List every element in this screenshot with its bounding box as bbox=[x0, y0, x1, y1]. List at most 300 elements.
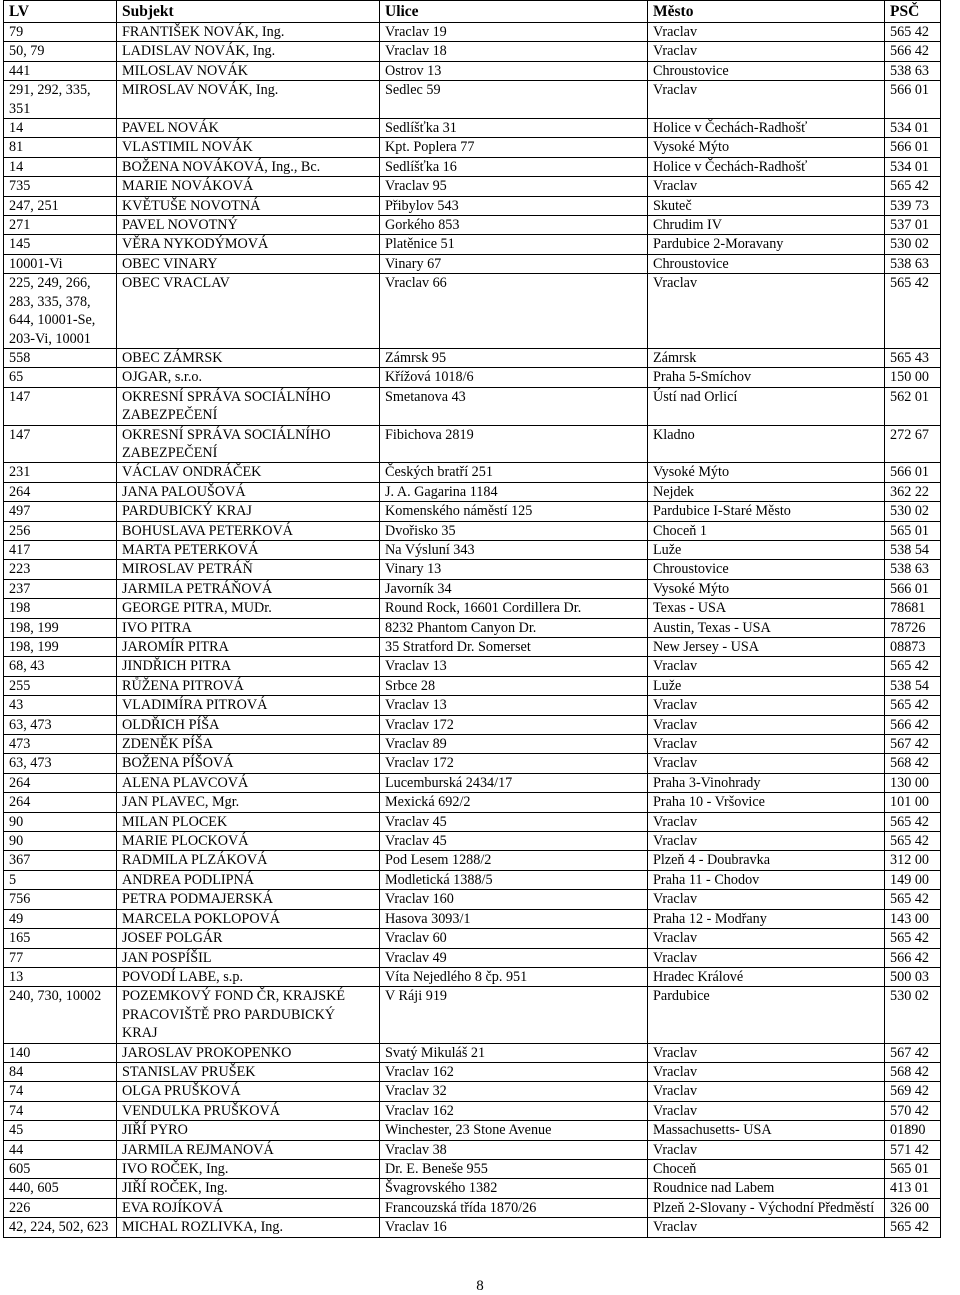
table-row bbox=[4, 463, 941, 482]
cell-mesto: Chrudim IV bbox=[648, 216, 885, 235]
table-row bbox=[4, 870, 941, 889]
table-row bbox=[4, 196, 941, 215]
cell-mesto: Choceň bbox=[648, 1159, 885, 1178]
cell-psc: 530 02 bbox=[885, 987, 941, 1043]
header-ulice: Ulice bbox=[380, 1, 648, 23]
cell-lv: 225, 249, 266, 283, 335, 378, 644, 10001-Se, 203-Vi, 10001 bbox=[4, 274, 117, 349]
cell-lv: 79 bbox=[4, 23, 117, 42]
cell-mesto: New Jersey - USA bbox=[648, 638, 885, 657]
cell-mesto: Vraclav bbox=[648, 948, 885, 967]
cell-ulice: Lucemburská 2434/17 bbox=[380, 773, 648, 792]
cell-mesto: Vraclav bbox=[648, 177, 885, 196]
cell-mesto: Luže bbox=[648, 676, 885, 695]
cell-mesto: Vraclav bbox=[648, 1043, 885, 1062]
cell-ulice: Vraclav 38 bbox=[380, 1140, 648, 1159]
cell-psc: 566 01 bbox=[885, 463, 941, 482]
cell-subjekt: BOHUSLAVA PETERKOVÁ bbox=[117, 521, 380, 540]
cell-psc: 538 54 bbox=[885, 676, 941, 695]
cell-lv: 74 bbox=[4, 1101, 117, 1120]
cell-mesto: Austin, Texas - USA bbox=[648, 618, 885, 637]
cell-mesto: Praha 5-Smíchov bbox=[648, 368, 885, 387]
cell-ulice: Modletická 1388/5 bbox=[380, 870, 648, 889]
cell-subjekt: VLASTIMIL NOVÁK bbox=[117, 138, 380, 157]
cell-subjekt: VENDULKA PRUŠKOVÁ bbox=[117, 1101, 380, 1120]
cell-psc: 539 73 bbox=[885, 196, 941, 215]
cell-lv: 441 bbox=[4, 61, 117, 80]
cell-mesto: Vraclav bbox=[648, 715, 885, 734]
cell-lv: 63, 473 bbox=[4, 715, 117, 734]
cell-psc: 08873 bbox=[885, 638, 941, 657]
cell-lv: 90 bbox=[4, 832, 117, 851]
table-row bbox=[4, 657, 941, 676]
cell-psc: 537 01 bbox=[885, 216, 941, 235]
cell-lv: 140 bbox=[4, 1043, 117, 1062]
cell-lv: 63, 473 bbox=[4, 754, 117, 773]
cell-mesto: Vraclav bbox=[648, 929, 885, 948]
table-row bbox=[4, 216, 941, 235]
table-row bbox=[4, 1140, 941, 1159]
table-row bbox=[4, 521, 941, 540]
cell-lv: 256 bbox=[4, 521, 117, 540]
cell-lv: 14 bbox=[4, 157, 117, 176]
cell-psc: 566 42 bbox=[885, 715, 941, 734]
cell-lv: 255 bbox=[4, 676, 117, 695]
cell-psc: 362 22 bbox=[885, 482, 941, 501]
cell-mesto: Praha 3-Vinohrady bbox=[648, 773, 885, 792]
cell-mesto: Vraclav bbox=[648, 1218, 885, 1237]
cell-subjekt: MILAN PLOCEK bbox=[117, 812, 380, 831]
cell-psc: 01890 bbox=[885, 1121, 941, 1140]
table-row bbox=[4, 1082, 941, 1101]
cell-ulice: Vraclav 160 bbox=[380, 890, 648, 909]
cell-subjekt: VĚRA NYKODÝMOVÁ bbox=[117, 235, 380, 254]
cell-ulice: V Ráji 919 bbox=[380, 987, 648, 1043]
table-row bbox=[4, 138, 941, 157]
cell-ulice: Javorník 34 bbox=[380, 579, 648, 598]
cell-psc: 149 00 bbox=[885, 870, 941, 889]
cell-mesto: Vraclav bbox=[648, 812, 885, 831]
cell-mesto: Pardubice bbox=[648, 987, 885, 1043]
cell-lv: 237 bbox=[4, 579, 117, 598]
cell-ulice: Švagrovského 1382 bbox=[380, 1179, 648, 1198]
table-row bbox=[4, 157, 941, 176]
cell-lv: 231 bbox=[4, 463, 117, 482]
cell-psc: 538 63 bbox=[885, 560, 941, 579]
cell-subjekt: IVO PITRA bbox=[117, 618, 380, 637]
cell-ulice: Ostrov 13 bbox=[380, 61, 648, 80]
cell-mesto: Ústí nad Orlicí bbox=[648, 387, 885, 425]
cell-psc: 150 00 bbox=[885, 368, 941, 387]
cell-subjekt: ANDREA PODLIPNÁ bbox=[117, 870, 380, 889]
cell-lv: 145 bbox=[4, 235, 117, 254]
owners-table bbox=[3, 0, 941, 1238]
cell-ulice: Francouzská třída 1870/26 bbox=[380, 1198, 648, 1217]
cell-ulice: Křížová 1018/6 bbox=[380, 368, 648, 387]
cell-subjekt: BOŽENA PÍŠOVÁ bbox=[117, 754, 380, 773]
cell-psc: 566 01 bbox=[885, 138, 941, 157]
cell-psc: 562 01 bbox=[885, 387, 941, 425]
table-row bbox=[4, 618, 941, 637]
cell-mesto: Praha 11 - Chodov bbox=[648, 870, 885, 889]
cell-ulice: Round Rock, 16601 Cordillera Dr. bbox=[380, 599, 648, 618]
cell-psc: 566 42 bbox=[885, 948, 941, 967]
cell-mesto: Vraclav bbox=[648, 735, 885, 754]
cell-psc: 571 42 bbox=[885, 1140, 941, 1159]
table-row bbox=[4, 254, 941, 273]
cell-subjekt: MARTA PETERKOVÁ bbox=[117, 540, 380, 559]
cell-ulice: Vinary 67 bbox=[380, 254, 648, 273]
cell-psc: 130 00 bbox=[885, 773, 941, 792]
header-psc: PSČ bbox=[885, 1, 941, 23]
cell-subjekt: PETRA PODMAJERSKÁ bbox=[117, 890, 380, 909]
cell-ulice: Sedlíšťka 16 bbox=[380, 157, 648, 176]
table-row bbox=[4, 61, 941, 80]
table-row bbox=[4, 1043, 941, 1062]
table-row bbox=[4, 368, 941, 387]
cell-lv: 45 bbox=[4, 1121, 117, 1140]
cell-mesto: Vraclav bbox=[648, 81, 885, 119]
cell-subjekt: OJGAR, s.r.o. bbox=[117, 368, 380, 387]
cell-subjekt: JARMILA REJMANOVÁ bbox=[117, 1140, 380, 1159]
table-row bbox=[4, 560, 941, 579]
cell-lv: 65 bbox=[4, 368, 117, 387]
cell-mesto: Vraclav bbox=[648, 832, 885, 851]
cell-mesto: Plzeň 2-Slovany - Východní Předměstí bbox=[648, 1198, 885, 1217]
cell-lv: 84 bbox=[4, 1062, 117, 1081]
cell-ulice: Vraclav 95 bbox=[380, 177, 648, 196]
cell-lv: 42, 224, 502, 623 bbox=[4, 1218, 117, 1237]
cell-lv: 605 bbox=[4, 1159, 117, 1178]
cell-mesto: Vraclav bbox=[648, 42, 885, 61]
cell-psc: 565 42 bbox=[885, 696, 941, 715]
table-row bbox=[4, 909, 941, 928]
table-row bbox=[4, 638, 941, 657]
cell-lv: 147 bbox=[4, 425, 117, 463]
table-row bbox=[4, 502, 941, 521]
cell-ulice: Sedlec 59 bbox=[380, 81, 648, 119]
table-row bbox=[4, 696, 941, 715]
cell-psc: 326 00 bbox=[885, 1198, 941, 1217]
cell-lv: 165 bbox=[4, 929, 117, 948]
cell-ulice: Dvořisko 35 bbox=[380, 521, 648, 540]
cell-lv: 14 bbox=[4, 119, 117, 138]
cell-lv: 43 bbox=[4, 696, 117, 715]
cell-subjekt: MARCELA POKLOPOVÁ bbox=[117, 909, 380, 928]
cell-psc: 538 63 bbox=[885, 61, 941, 80]
cell-mesto: Praha 12 - Modřany bbox=[648, 909, 885, 928]
cell-lv: 735 bbox=[4, 177, 117, 196]
cell-mesto: Vraclav bbox=[648, 890, 885, 909]
cell-psc: 500 03 bbox=[885, 967, 941, 986]
cell-subjekt: PAVEL NOVÁK bbox=[117, 119, 380, 138]
table-row bbox=[4, 579, 941, 598]
table-row bbox=[4, 1062, 941, 1081]
cell-subjekt: MIROSLAV PETRÁŇ bbox=[117, 560, 380, 579]
cell-psc: 565 01 bbox=[885, 521, 941, 540]
table-row bbox=[4, 348, 941, 367]
cell-ulice: Dr. E. Beneše 955 bbox=[380, 1159, 648, 1178]
cell-subjekt: RADMILA PLZÁKOVÁ bbox=[117, 851, 380, 870]
cell-mesto: Holice v Čechách-Radhošť bbox=[648, 119, 885, 138]
cell-ulice: Přibylov 543 bbox=[380, 196, 648, 215]
cell-lv: 367 bbox=[4, 851, 117, 870]
cell-ulice: Smetanova 43 bbox=[380, 387, 648, 425]
cell-ulice: Komenského náměstí 125 bbox=[380, 502, 648, 521]
cell-mesto: Texas - USA bbox=[648, 599, 885, 618]
cell-mesto: Vraclav bbox=[648, 1140, 885, 1159]
table-row bbox=[4, 425, 941, 463]
cell-psc: 567 42 bbox=[885, 735, 941, 754]
cell-ulice: 8232 Phantom Canyon Dr. bbox=[380, 618, 648, 637]
cell-lv: 291, 292, 335, 351 bbox=[4, 81, 117, 119]
cell-lv: 50, 79 bbox=[4, 42, 117, 61]
cell-lv: 13 bbox=[4, 967, 117, 986]
cell-subjekt: JIŘÍ PYRO bbox=[117, 1121, 380, 1140]
cell-lv: 147 bbox=[4, 387, 117, 425]
cell-lv: 226 bbox=[4, 1198, 117, 1217]
cell-ulice: Mexická 692/2 bbox=[380, 793, 648, 812]
cell-subjekt: POVODÍ LABE, s.p. bbox=[117, 967, 380, 986]
table-row bbox=[4, 177, 941, 196]
cell-psc: 567 42 bbox=[885, 1043, 941, 1062]
cell-ulice: Vraclav 66 bbox=[380, 274, 648, 349]
table-row bbox=[4, 235, 941, 254]
cell-subjekt: JINDŘICH PITRA bbox=[117, 657, 380, 676]
cell-subjekt: JARMILA PETRÁŇOVÁ bbox=[117, 579, 380, 598]
cell-lv: 77 bbox=[4, 948, 117, 967]
cell-ulice: Srbce 28 bbox=[380, 676, 648, 695]
cell-lv: 68, 43 bbox=[4, 657, 117, 676]
cell-subjekt: ALENA PLAVCOVÁ bbox=[117, 773, 380, 792]
cell-psc: 565 01 bbox=[885, 1159, 941, 1178]
cell-lv: 240, 730, 10002 bbox=[4, 987, 117, 1043]
cell-subjekt: EVA ROJÍKOVÁ bbox=[117, 1198, 380, 1217]
table-row bbox=[4, 987, 941, 1043]
cell-psc: 101 00 bbox=[885, 793, 941, 812]
cell-lv: 198, 199 bbox=[4, 638, 117, 657]
header-lv: LV bbox=[4, 1, 117, 23]
cell-ulice: Vraclav 172 bbox=[380, 754, 648, 773]
cell-mesto: Luže bbox=[648, 540, 885, 559]
cell-subjekt: MARIE NOVÁKOVÁ bbox=[117, 177, 380, 196]
cell-psc: 272 67 bbox=[885, 425, 941, 463]
cell-ulice: Svatý Mikuláš 21 bbox=[380, 1043, 648, 1062]
cell-lv: 74 bbox=[4, 1082, 117, 1101]
cell-lv: 49 bbox=[4, 909, 117, 928]
cell-psc: 568 42 bbox=[885, 754, 941, 773]
cell-mesto: Vysoké Mýto bbox=[648, 463, 885, 482]
cell-psc: 566 42 bbox=[885, 42, 941, 61]
cell-subjekt: OBEC VINARY bbox=[117, 254, 380, 273]
cell-subjekt: JAROSLAV PROKOPENKO bbox=[117, 1043, 380, 1062]
table-row bbox=[4, 793, 941, 812]
cell-mesto: Choceň 1 bbox=[648, 521, 885, 540]
cell-psc: 538 63 bbox=[885, 254, 941, 273]
cell-mesto: Vysoké Mýto bbox=[648, 579, 885, 598]
cell-lv: 271 bbox=[4, 216, 117, 235]
table-row bbox=[4, 23, 941, 42]
cell-psc: 565 42 bbox=[885, 1218, 941, 1237]
cell-subjekt: OLGA PRUŠKOVÁ bbox=[117, 1082, 380, 1101]
cell-ulice: Vraclav 19 bbox=[380, 23, 648, 42]
cell-mesto: Vraclav bbox=[648, 1062, 885, 1081]
cell-lv: 81 bbox=[4, 138, 117, 157]
cell-ulice: Vraclav 172 bbox=[380, 715, 648, 734]
cell-mesto: Chroustovice bbox=[648, 254, 885, 273]
cell-subjekt: VÁCLAV ONDRÁČEK bbox=[117, 463, 380, 482]
cell-ulice: Pod Lesem 1288/2 bbox=[380, 851, 648, 870]
cell-psc: 538 54 bbox=[885, 540, 941, 559]
cell-ulice: 35 Stratford Dr. Somerset bbox=[380, 638, 648, 657]
cell-lv: 756 bbox=[4, 890, 117, 909]
cell-psc: 566 01 bbox=[885, 81, 941, 119]
table-row bbox=[4, 387, 941, 425]
cell-psc: 312 00 bbox=[885, 851, 941, 870]
table-row bbox=[4, 119, 941, 138]
cell-mesto: Hradec Králové bbox=[648, 967, 885, 986]
cell-subjekt: PARDUBICKÝ KRAJ bbox=[117, 502, 380, 521]
cell-mesto: Vraclav bbox=[648, 1082, 885, 1101]
cell-ulice: Vraclav 60 bbox=[380, 929, 648, 948]
cell-psc: 565 42 bbox=[885, 23, 941, 42]
cell-lv: 440, 605 bbox=[4, 1179, 117, 1198]
cell-mesto: Chroustovice bbox=[648, 560, 885, 579]
page-number: 8 bbox=[476, 1278, 484, 1294]
cell-lv: 198 bbox=[4, 599, 117, 618]
cell-mesto: Massachusetts- USA bbox=[648, 1121, 885, 1140]
cell-lv: 223 bbox=[4, 560, 117, 579]
table-row bbox=[4, 812, 941, 831]
cell-psc: 565 42 bbox=[885, 929, 941, 948]
cell-subjekt: GEORGE PITRA, MUDr. bbox=[117, 599, 380, 618]
cell-subjekt: JAN PLAVEC, Mgr. bbox=[117, 793, 380, 812]
cell-psc: 530 02 bbox=[885, 502, 941, 521]
cell-mesto: Pardubice I-Staré Město bbox=[648, 502, 885, 521]
cell-ulice: Vinary 13 bbox=[380, 560, 648, 579]
cell-mesto: Skuteč bbox=[648, 196, 885, 215]
table-row bbox=[4, 735, 941, 754]
cell-psc: 530 02 bbox=[885, 235, 941, 254]
cell-ulice: Sedlíšťka 31 bbox=[380, 119, 648, 138]
cell-psc: 568 42 bbox=[885, 1062, 941, 1081]
cell-psc: 78681 bbox=[885, 599, 941, 618]
cell-ulice: Platěnice 51 bbox=[380, 235, 648, 254]
cell-ulice: Vraclav 45 bbox=[380, 832, 648, 851]
cell-ulice: Zámrsk 95 bbox=[380, 348, 648, 367]
cell-psc: 570 42 bbox=[885, 1101, 941, 1120]
cell-subjekt: STANISLAV PRUŠEK bbox=[117, 1062, 380, 1081]
cell-lv: 44 bbox=[4, 1140, 117, 1159]
cell-ulice: Víta Nejedlého 8 čp. 951 bbox=[380, 967, 648, 986]
cell-mesto: Vysoké Mýto bbox=[648, 138, 885, 157]
header-mesto: Město bbox=[648, 1, 885, 23]
table-row bbox=[4, 1101, 941, 1120]
table-row bbox=[4, 754, 941, 773]
table-row bbox=[4, 540, 941, 559]
cell-mesto: Vraclav bbox=[648, 657, 885, 676]
cell-ulice: Kpt. Poplera 77 bbox=[380, 138, 648, 157]
cell-mesto: Chroustovice bbox=[648, 61, 885, 80]
cell-subjekt: MILOSLAV NOVÁK bbox=[117, 61, 380, 80]
cell-ulice: Vraclav 13 bbox=[380, 657, 648, 676]
table-row bbox=[4, 832, 941, 851]
cell-lv: 5 bbox=[4, 870, 117, 889]
cell-ulice: Gorkého 853 bbox=[380, 216, 648, 235]
cell-subjekt: OBEC VRACLAV bbox=[117, 274, 380, 349]
table-header-row bbox=[4, 1, 941, 23]
cell-ulice: Vraclav 18 bbox=[380, 42, 648, 61]
cell-lv: 264 bbox=[4, 482, 117, 501]
table-row bbox=[4, 599, 941, 618]
cell-psc: 565 42 bbox=[885, 274, 941, 349]
cell-mesto: Pardubice 2-Moravany bbox=[648, 235, 885, 254]
cell-psc: 413 01 bbox=[885, 1179, 941, 1198]
cell-subjekt: BOŽENA NOVÁKOVÁ, Ing., Bc. bbox=[117, 157, 380, 176]
cell-mesto: Holice v Čechách-Radhošť bbox=[648, 157, 885, 176]
cell-ulice: Vraclav 16 bbox=[380, 1218, 648, 1237]
table-row bbox=[4, 948, 941, 967]
table-row bbox=[4, 929, 941, 948]
cell-psc: 534 01 bbox=[885, 157, 941, 176]
cell-psc: 78726 bbox=[885, 618, 941, 637]
cell-lv: 247, 251 bbox=[4, 196, 117, 215]
cell-lv: 10001-Vi bbox=[4, 254, 117, 273]
cell-subjekt: LADISLAV NOVÁK, Ing. bbox=[117, 42, 380, 61]
cell-lv: 497 bbox=[4, 502, 117, 521]
cell-ulice: J. A. Gagarina 1184 bbox=[380, 482, 648, 501]
cell-ulice: Vraclav 89 bbox=[380, 735, 648, 754]
table-row bbox=[4, 274, 941, 349]
cell-subjekt: MARIE PLOCKOVÁ bbox=[117, 832, 380, 851]
cell-subjekt: OKRESNÍ SPRÁVA SOCIÁLNÍHO ZABEZPEČENÍ bbox=[117, 387, 380, 425]
cell-ulice: Vraclav 45 bbox=[380, 812, 648, 831]
cell-ulice: Vraclav 49 bbox=[380, 948, 648, 967]
cell-ulice: Vraclav 32 bbox=[380, 1082, 648, 1101]
cell-ulice: Fibichova 2819 bbox=[380, 425, 648, 463]
cell-subjekt: JAROMÍR PITRA bbox=[117, 638, 380, 657]
table-row bbox=[4, 715, 941, 734]
table-row bbox=[4, 81, 941, 119]
cell-mesto: Praha 10 - Vršovice bbox=[648, 793, 885, 812]
cell-subjekt: KVĚTUŠE NOVOTNÁ bbox=[117, 196, 380, 215]
table-row bbox=[4, 1218, 941, 1237]
cell-ulice: Vraclav 162 bbox=[380, 1062, 648, 1081]
cell-psc: 566 01 bbox=[885, 579, 941, 598]
cell-lv: 473 bbox=[4, 735, 117, 754]
table-row bbox=[4, 482, 941, 501]
table-row bbox=[4, 890, 941, 909]
cell-lv: 264 bbox=[4, 773, 117, 792]
cell-subjekt: POZEMKOVÝ FOND ČR, KRAJSKÉ PRACOVIŠTĚ PRO PARDUBICKÝ KRAJ bbox=[117, 987, 380, 1043]
cell-mesto: Vraclav bbox=[648, 274, 885, 349]
cell-mesto: Vraclav bbox=[648, 23, 885, 42]
cell-psc: 565 43 bbox=[885, 348, 941, 367]
cell-mesto: Vraclav bbox=[648, 1101, 885, 1120]
table-row bbox=[4, 42, 941, 61]
cell-mesto: Plzeň 4 - Doubravka bbox=[648, 851, 885, 870]
table-row bbox=[4, 1159, 941, 1178]
cell-mesto: Nejdek bbox=[648, 482, 885, 501]
cell-lv: 417 bbox=[4, 540, 117, 559]
cell-subjekt: RŮŽENA PITROVÁ bbox=[117, 676, 380, 695]
cell-mesto: Kladno bbox=[648, 425, 885, 463]
cell-subjekt: ZDENĚK PÍŠA bbox=[117, 735, 380, 754]
table-row bbox=[4, 967, 941, 986]
cell-mesto: Vraclav bbox=[648, 696, 885, 715]
cell-psc: 565 42 bbox=[885, 890, 941, 909]
cell-psc: 569 42 bbox=[885, 1082, 941, 1101]
cell-subjekt: FRANTIŠEK NOVÁK, Ing. bbox=[117, 23, 380, 42]
